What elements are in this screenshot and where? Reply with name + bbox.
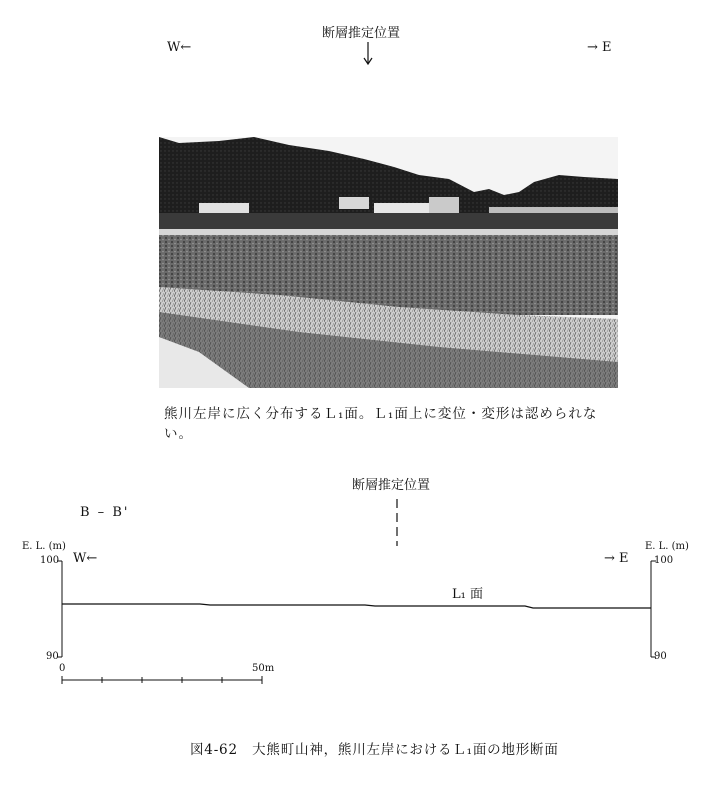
photo-east-label: → E — [587, 40, 612, 55]
photo-fault-label: 断層推定位置 — [322, 26, 401, 41]
scale-zero-label: 0 — [59, 663, 66, 674]
el-unit-left: E. L. (m) — [22, 541, 66, 552]
figure-caption: 図4-62 大熊町山神，熊川左岸におけるＬ₁面の地形断面 — [190, 742, 559, 758]
terrain-profile-line — [62, 604, 651, 608]
scale-bar — [62, 676, 262, 684]
profile-fault-label: 断層推定位置 — [352, 478, 431, 493]
elev-bottom-left: 90 — [46, 651, 59, 662]
section-label: B – B' — [80, 505, 130, 520]
elev-top-right: 100 — [654, 555, 674, 566]
profile-west-label: W← — [73, 551, 98, 566]
elev-bottom-right: 90 — [654, 651, 667, 662]
surface-label: L₁ 面 — [452, 587, 483, 602]
photo-caption: 熊川左岸に広く分布するＬ₁面。Ｌ₁面上に変位・変形は認められない。 — [164, 406, 598, 442]
el-unit-right: E. L. (m) — [645, 541, 689, 552]
profile-east-label: → E — [604, 551, 629, 566]
elev-top-left: 100 — [40, 555, 60, 566]
photo-west-label: W← — [167, 40, 192, 55]
scale-end-label: 50m — [252, 663, 275, 674]
